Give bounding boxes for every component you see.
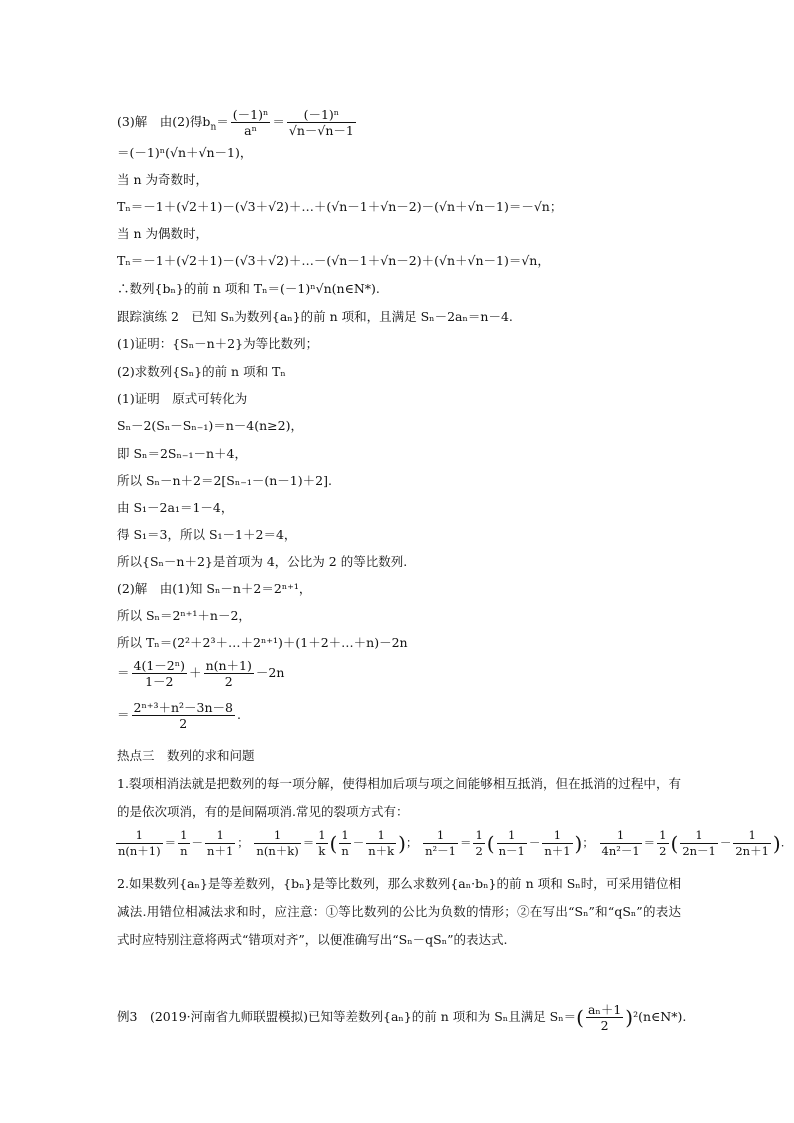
paragraph: 1.裂项相消法就是把数列的每一项分解，使得相加后项与项之间能够相互抵消，但在抵消的过程中，有的是依次项消，有的是间隔项消.常见的裂项方式有： bbox=[117, 776, 681, 819]
fraction: $\frac{\text{2ⁿ⁺³＋n²－3n－8}}{2}$ bbox=[133, 700, 234, 731]
line-sum-result: ＝ $\frac{\text{2ⁿ⁺³＋n²－3n－8}}{2}$ . bbox=[117, 700, 241, 731]
text-line: 所以 Sₙ－n＋2＝2[Sₙ₋₁－(n－1)＋2]. bbox=[117, 473, 332, 488]
text-line: Sₙ－2(Sₙ－Sₙ₋₁)＝n－4(n≥2)， bbox=[117, 418, 303, 433]
text-line: 即 Sₙ＝2Sₙ₋₁－n＋4， bbox=[117, 446, 247, 461]
line-partial-fractions: $\frac{1}{n(n+1)}$ ＝ $\frac{1}{n}$ － $\frac{1}{n+1}$ ； $\frac{1}{n(n+k)}$ ＝ $\frac{1}{k}$ ( $\frac{1}{n}$ － $\frac{1}{n+k}$ )； $\frac{1}{\text{n²－1}}$ ＝ $\frac{1}{2}$ ( $\frac{1}{n-1}$ － $\frac{1}{n+1}$ )； $\frac{1}{\text{4n²－1}}$ ＝ $\frac{1}{2}$ ( $\frac{1}{2n-1}$ － $\frac{1}{2n+1}$ ). bbox=[118, 828, 785, 858]
text-line: 当 n 为奇数时， bbox=[117, 172, 208, 187]
text-line: (2)解 由(1)知 Sₙ－n＋2＝2ⁿ⁺¹， bbox=[117, 581, 312, 596]
text-line: 所以 Sₙ＝2ⁿ⁺¹＋n－2， bbox=[117, 608, 251, 623]
exercise-heading: 跟踪演练 2 已知 Sₙ为数列{aₙ}的前 n 项和，且满足 Sₙ－2aₙ＝n－4. bbox=[117, 309, 513, 324]
text-line: 所以{Sₙ－n＋2}是首项为 4，公比为 2 的等比数列. bbox=[117, 554, 408, 569]
text-line: (2)求数列{Sₙ}的前 n 项和 Tₙ bbox=[117, 364, 286, 379]
fraction: $\frac{\text{(－1)ⁿ}}{√n-√n-1}$ bbox=[288, 107, 354, 138]
fraction: $\frac{\text{aₙ＋1}}{2}$ bbox=[587, 1002, 622, 1033]
text-line: 由 S₁－2a₁＝1－4， bbox=[117, 500, 234, 515]
section-heading: 热点三 数列的求和问题 bbox=[117, 748, 255, 763]
fraction: $\frac{n(n+1)}{2}$ bbox=[205, 658, 252, 689]
fraction: $\frac{\text{4(1－2ⁿ)}}{1-2}$ bbox=[133, 658, 186, 689]
text-line: 得 S₁＝3，所以 S₁－1＋2＝4， bbox=[117, 527, 297, 542]
text-line: ∴数列{bₙ}的前 n 项和 Tₙ＝(－1)ⁿ√n(n∈N*). bbox=[117, 281, 380, 296]
text-line: Tₙ＝－1＋(√2＋1)－(√3＋√2)＋…＋(√n－1＋√n－2)－(√n＋√n－1)＝－√n； bbox=[117, 199, 563, 214]
text-line: (1)证明 原式可转化为 bbox=[117, 391, 248, 406]
example-3: 例3 (2019·河南省九师联盟模拟)已知等差数列{aₙ}的前 n 项和为 Sₙ且满足 Sₙ＝( $\frac{\text{aₙ＋1}}{2}$ )²(n∈N*). bbox=[117, 1002, 687, 1033]
text-line: ＝(－1)ⁿ(√n＋√n－1)， bbox=[117, 145, 253, 160]
text-line: 所以 Tₙ＝(2²＋2³＋…＋2ⁿ⁺¹)＋(1＋2＋…＋n)－2n bbox=[117, 635, 408, 650]
text-line: 当 n 为偶数时， bbox=[117, 226, 208, 241]
text-line: (1)证明：{Sₙ－n＋2}为等比数列； bbox=[117, 336, 319, 351]
line-sum-step: ＝ $\frac{\text{4(1－2ⁿ)}}{1-2}$ ＋ $\frac{n(n+1)}{2}$ －2n bbox=[117, 658, 285, 689]
line-b-formula: (3)解 由(2)得$b_n=$ $\frac{\text{(－1)ⁿ}}{\text{aⁿ}}$ ＝ $\frac{\text{(－1)ⁿ}}{√n-√n-1}$ bbox=[117, 107, 354, 138]
text-line: Tₙ＝－1＋(√2＋1)－(√3＋√2)＋…－(√n－1＋√n－2)＋(√n＋√n－1)＝√n， bbox=[117, 253, 550, 268]
part3-label: (3)解 由(2)得 bbox=[117, 114, 203, 129]
paragraph: 2.如果数列{aₙ}是等差数列，{bₙ}是等比数列，那么求数列{aₙ·bₙ}的前 n 项和 Sₙ时，可采用错位相减法.用错位相减法求和时，应注意：①等比数列的公比为负数的情形；②在写出“Sₙ”和“qSₙ”的表达式时应特别注意将两式“错项对齐”，以便准确写出“Sₙ－qSₙ”的表达式. bbox=[117, 876, 681, 947]
fraction: $\frac{\text{(－1)ⁿ}}{\text{aⁿ}}$ bbox=[232, 107, 269, 138]
